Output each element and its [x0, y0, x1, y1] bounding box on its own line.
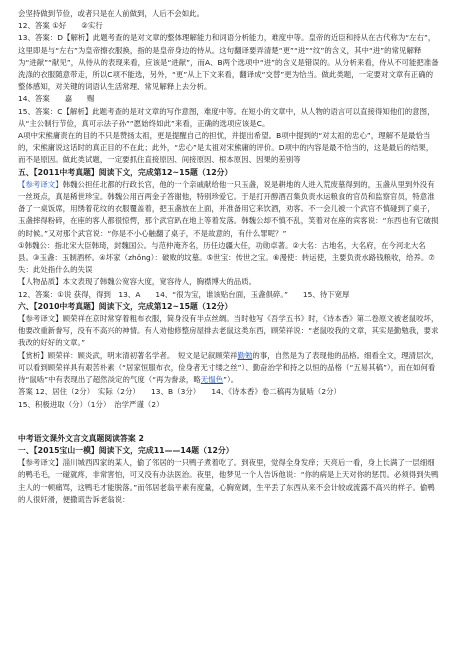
- translation-paragraph-2: 【参考译文】顾荣祥在京时常穿着粗布衣服，简身没有半点丝绸。当时他写《吾学五书》时，《诗本香》第二卷原文被老鼠咬坏，他要改重新誊写，没有不高兴的神情。有人劝他修整房屋排去老鼠这类东西，顾荣祥说：“老鼠咬我的文章，其实是勤勉我，要求我改的好好的文章。”: [18, 314, 439, 348]
- section-five-heading: [18, 167, 439, 179]
- section-six-heading: [18, 301, 439, 313]
- reference-translation-tag[interactable]: 【参考译文】: [18, 179, 63, 189]
- spacer: [18, 411, 439, 433]
- answers-line: 12、答案：①说 获得，得到 13、A 14、“很为宝，谁该贴台面，玉盏俱碎。” 15、待下宽厚: [18, 289, 350, 299]
- section-one-heading: 一、【2015宝山一模】阅读下文，完成11——14题（12分）: [18, 445, 234, 455]
- translation-paragraph-3: 【参考译文】淄川城西四家的某人，偷了邻居的一只鸭子煮着吃了。到夜里，觉得全身发痒；天亮后一看，身上长满了一层细细的鸭毛毛，一碰就疼，非常害怕，可又没有办法医治。夜里，他梦见一个人告诉他说：“你的病是上天对你的惩罚。必须得到失鸭主人的一顿痛骂，这鸭毛才能脱落。”而邻居老翁平素有度量，心胸宽阔，生平丢了东西从来不会计较或流露不高兴的样子。偷鸭的人很奸滑，便撒谎告诉老翁说：: [18, 458, 439, 504]
- appreciation-paragraph: [18, 350, 439, 387]
- translation-paragraph: [18, 179, 439, 240]
- answer-12: 12、答案 ①好 ②实行: [18, 21, 103, 31]
- link-wuyunse[interactable]: 无愠色: [200, 375, 224, 385]
- answer-15: 15、答案：C【解析】此题考查的是对文章的写作意图，难度中等。在短小的文章中，从人物的语言可以直接得知他们的意图，从“主公制行节俭，真可示法子孙”“愿始终如此”来看，正确的选项应该是C。: [18, 106, 435, 128]
- section-six-instruction: 阅读下文，完成第12~15题（12分）: [98, 301, 233, 311]
- section-six-tag: 六、【2010中考真题】: [18, 301, 99, 311]
- document-section-title: 中考语文课外文言文真题阅读答案 2: [18, 433, 144, 443]
- link-qinmian[interactable]: 勤勉: [237, 350, 253, 360]
- translation-text: 韩魏公担任北都的行政长官，他的一个亲戚献给他一只玉盏，说是耕地的人进入荒废墓得到的，玉盏从里到外没有一丝斑点，真是稀世珍宝。韩魏公用百两金子答谢他，特别珍爱它。于是打开醇酒召集负责水运粮食的官员和监察官员，特意准备了一桌饭席，用绣着花纹的衣服覆盖着，把玉盏放在上面，并准备用它来饮酒，劝客。不一会儿被一个武官不慎碰到了桌子，玉盏摔得粉碎，在座的客人都很惊愕，那个武官趴在地上等着发落。韩魏公却不慎不乱，笑着对在座的宾客说：“东西也有它破损的时候。”又对那个武官说：“你是不小心触翻了桌子，不是故意的，有什么罪呢？”: [18, 179, 439, 238]
- annotation-paragraph: ①韩魏公：指北宋大臣韩琦，封魏国公。与范仲淹齐名，历任边疆大任，功勋卓著。②大名：古地名，大名府，在今河北大名县。③玉盏：玉制酒杯。④坏家（zhǒng）：破败的坟墓。⑤世宝：传世之宝。⑥漫使：转运使，主要负责水路钱粮收，给养。⑦失：此处指什么的失误: [18, 240, 435, 275]
- answers-line-3: 15、积极进取（分）（1分） 治学严谨（2）: [18, 399, 164, 409]
- answer-14: 14、答案 嘉 赐: [18, 94, 95, 104]
- appreciation-text-b: 的事，自然是为了表现他的品格。细看全文，理清层次，可以看到顾荣祥具有艰苦朴素（“居家恒服布衣，俭身者无寸缕之丝”）、勤奋治学和持之以恒的品格（“五易其稿”），而在如何看待“鼠啮”中有表现出了超然淡定的气度（“再为誊录，略: [18, 350, 439, 385]
- analysis-paragraph: A项中宋熊庸责在的目的不只是赞扬太祖，更是提醒自己的担忧，并提出希望。B项中提到的“对太祖的忠心”，理解不是最恰当的，宋熊庸说这话时的真正目的不在此；此外，“忠心”是太祖对宋熊庸的评价。D项中的内容是最不恰当的，这是最后的结果，而不是原因。做此类试题，一定要抓住直接原因、间接原因、根本原因、因果的差别等: [18, 131, 434, 165]
- answer-13: 13、答案：D【解析】此题考查的是对文章的整体理解能力和词语分析能力，难度中等。皇帝的近臣和持从在古代称为“左右”，这里即是与“左右”为皇帝擦衣服换，指的是皇帝身边的侍从。这句翻译要弄清楚“更”“进”“纹”的含义，其中“进”的常见解释为“进献”“献见”，从侍从的表现来看，应该是“进献”，而A、B两个选项中“进”的含义是错误的。从分析来看，侍从不可能把准备洗涤的衣服随意带走，所以C项不能选，另外，“更”从上下文来看，翻译成“交替”更为恰当。做此类题，一定要对文章有正确的整体感知，对关键的词语认生活常理、常见解释上去分析。: [18, 33, 439, 92]
- appreciation-text-a: 【赏析】顾荣祥：顾炎武，明末清初著名学者。 短文是记叙顾荣祥: [18, 350, 238, 360]
- character-quality: 【人物品质】本文表现了韩魏公宽容大度，宽容待人，胸襟博大的品质。: [18, 277, 257, 287]
- text-line: 会坚持做到节俭，或者只是在人前做到，人后不会如此。: [18, 9, 205, 18]
- section-five-instruction: 阅读下文，完成第12~15题（12分）: [98, 167, 233, 177]
- appreciation-text-c: ”）。: [223, 375, 239, 385]
- answers-line-2: 答案 12、居住（2分） 实际（2分） 13、B（3分） 14、《诗本香》卷二稿再为鼠啮（2分）: [18, 387, 341, 397]
- section-five-tag: 五、【2011中考真题】: [18, 167, 99, 177]
